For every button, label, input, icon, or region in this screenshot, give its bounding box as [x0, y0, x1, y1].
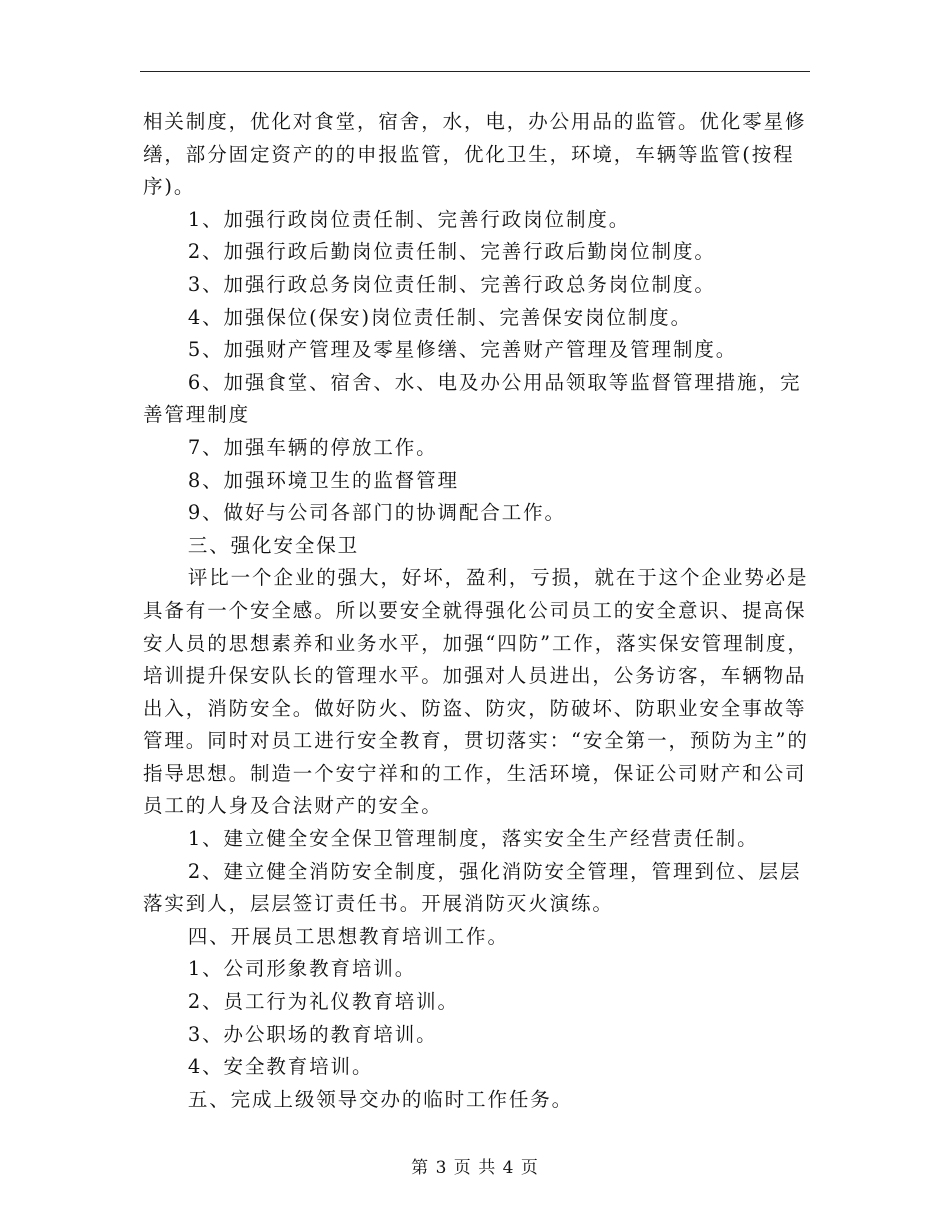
list-item: 2、建立健全消防安全制度，强化消防安全管理，管理到位、层层落实到人，层层签订责任书。开展消防灭火演练。: [143, 859, 802, 916]
list-item: 2、加强行政后勤岗位责任制、完善行政后勤岗位制度。: [187, 240, 716, 264]
list-item: 4、安全教育培训。: [187, 1055, 374, 1079]
header-rule: [140, 71, 810, 72]
list-item: 2、员工行为礼仪教育培训。: [187, 990, 459, 1014]
list-item: 6、加强食堂、宿舍、水、电及办公用品领取等监督管理措施，完善管理制度: [143, 370, 802, 427]
paragraph: 评比一个企业的强大，好坏，盈利，亏损，就在于这个企业势必是具备有一个安全感。所以要安全就得强化公司员工的安全意识、提高保安人员的思想素养和业务水平，加强“四防”工作，落实保安管理制度，培训提升保安队长的管理水平。加强对人员进出，公务访客，车辆物品出入，消防安全。做好防火、防盗、防灾，防破坏、防职业安全事故等管理。同时对员工进行安全教育，贯切落实：“安全第一，预防为主”的指导思想。制造一个安宁祥和的工作，生活环境，保证公司财产和公司员工的人身及合法财产的安全。: [143, 566, 809, 818]
paragraph: 相关制度，优化对食堂，宿舍，水，电，办公用品的监管。优化零星修缮，部分固定资产的的申报监管，优化卫生，环境，车辆等监管(按程序)。: [143, 110, 807, 199]
list-item: 7、加强车辆的停放工作。: [187, 435, 438, 459]
list-item: 1、公司形象教育培训。: [187, 957, 417, 981]
page-footer: 第 3 页 共 4 页: [411, 1158, 539, 1178]
list-item: 1、加强行政岗位责任制、完善行政岗位制度。: [187, 207, 631, 231]
section-heading: 五、完成上级领导交办的临时工作任务。: [187, 1087, 574, 1111]
list-item: 4、加强保位(保安)岗位责任制、完善保安岗位制度。: [187, 305, 692, 329]
list-item: 3、办公职场的教育培训。: [187, 1022, 438, 1046]
list-item: 5、加强财产管理及零星修缮、完善财产管理及管理制度。: [187, 338, 738, 362]
list-item: 3、加强行政总务岗位责任制、完善行政总务岗位制度。: [187, 272, 716, 296]
section-heading: 三、强化安全保卫: [187, 533, 360, 557]
section-heading: 四、开展员工思想教育培训工作。: [187, 924, 509, 948]
list-item: 1、建立健全安全保卫管理制度，落实安全生产经营责任制。: [187, 827, 759, 851]
list-item: 8、加强环境卫生的监督管理: [187, 468, 459, 492]
document-body: [143, 106, 809, 1116]
list-item: 9、做好与公司各部门的协调配合工作。: [187, 501, 566, 525]
